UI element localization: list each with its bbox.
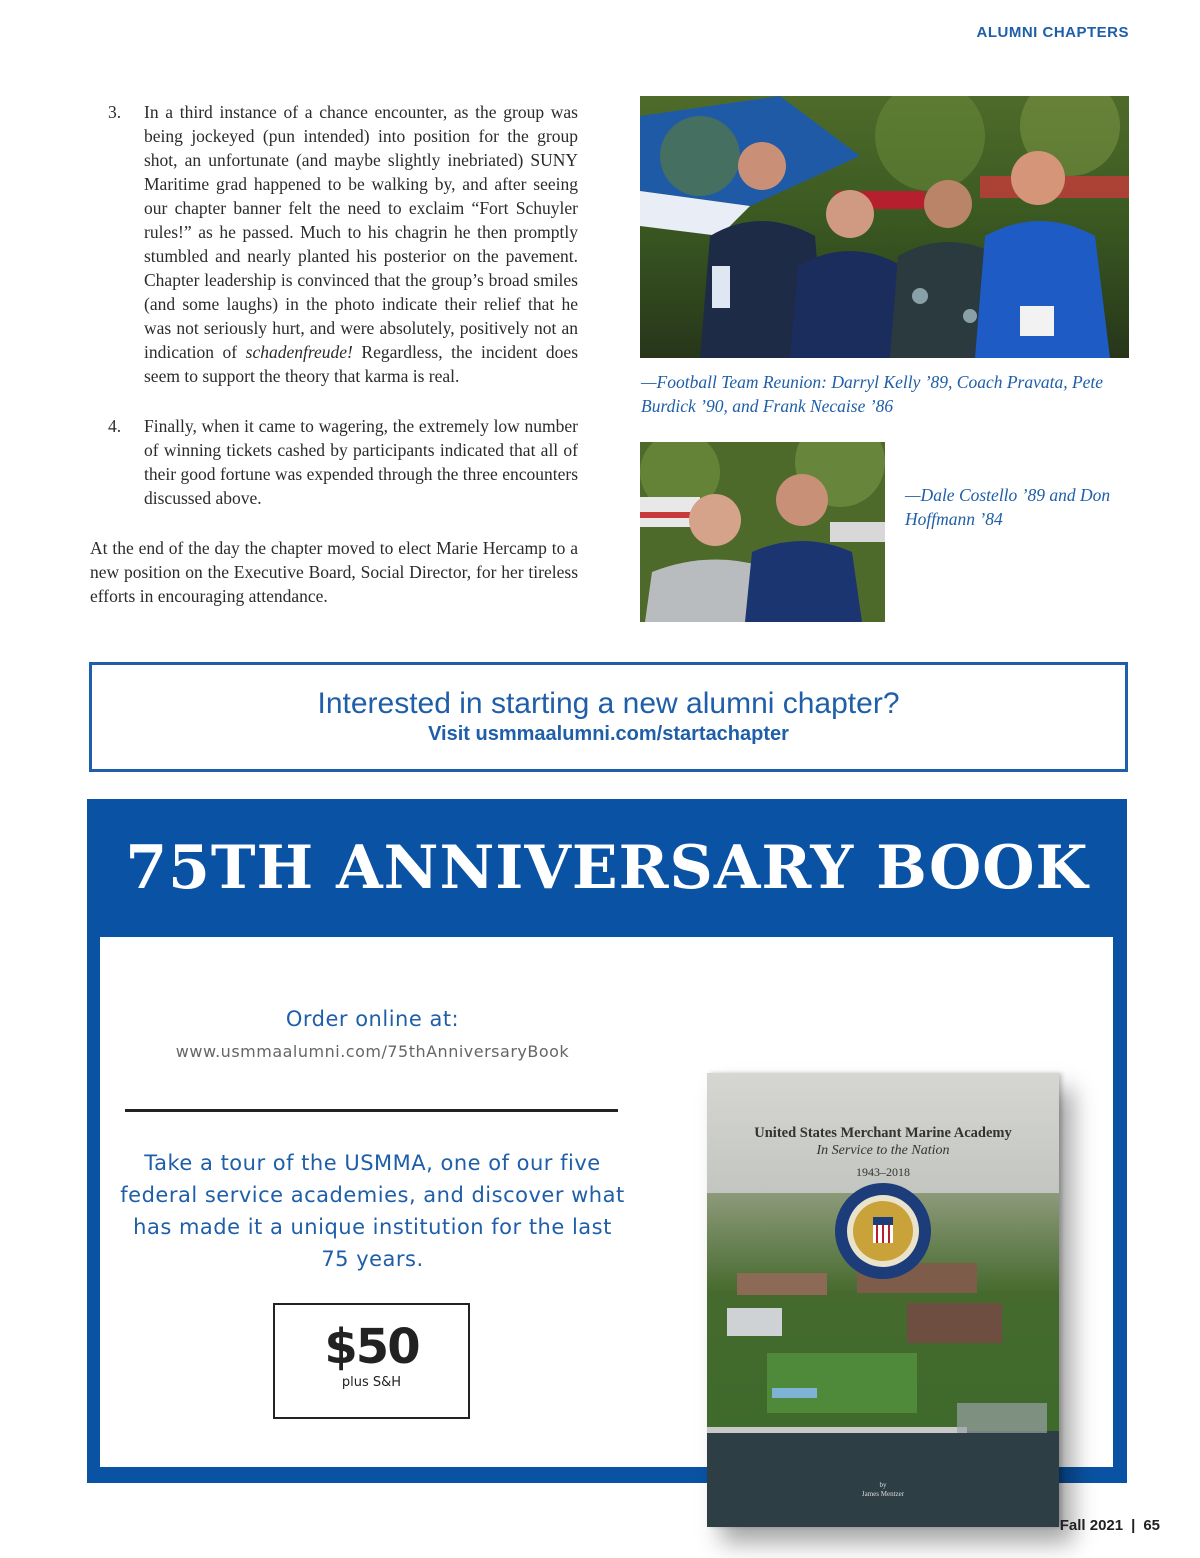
- list-item: [90, 100, 578, 388]
- section-label: ALUMNI CHAPTERS: [976, 24, 1129, 41]
- price-note: plus S&H: [341, 1375, 402, 1390]
- start-chapter-link[interactable]: Visit usmmaalumni.com/startachapter: [428, 723, 789, 745]
- tour-text: Take a tour of the USMMA, one of our five federal service academies, and discover what has made it a unique institution for the last 75 years.: [120, 1151, 625, 1271]
- anniversary-book-ad: [87, 799, 1127, 1498]
- book-byline: [707, 1481, 1059, 1499]
- book-subtitle: In Service to the Nation: [816, 1143, 950, 1158]
- book-cover: [707, 1073, 1059, 1527]
- ad-panel: [100, 937, 1113, 1498]
- price-box: [273, 1303, 470, 1419]
- divider: [125, 1109, 618, 1112]
- closing-paragraph: At the end of the day the chapter moved to elect Marie Hercamp to a new position on the Executive Board, Social Director, for her tireless efforts in encouraging attendance.: [90, 538, 578, 606]
- photo-caption: —Football Team Reunion: Darryl Kelly ’89, Coach Pravata, Pete Burdick ’90, and Frank Necaise ’86: [641, 372, 1104, 416]
- ad-title: 75TH ANNIVERSARY BOOK: [125, 833, 1089, 903]
- book-years: 1943–2018: [856, 1165, 910, 1179]
- footer-separator: |: [1131, 1517, 1136, 1534]
- numbered-list: [90, 100, 578, 510]
- page-number: 65: [1143, 1517, 1160, 1534]
- issue-label: Fall 2021: [1059, 1517, 1124, 1534]
- book-by: by: [879, 1481, 887, 1489]
- callout-question: Interested in starting a new alumni chapter?: [317, 687, 900, 720]
- page-footer: [1060, 1517, 1160, 1534]
- list-text-after: Regardless, the incident does seem to support the theory that karma is real.: [144, 342, 578, 386]
- duo-photo: [640, 442, 885, 622]
- order-label: Order online at:: [285, 1007, 460, 1031]
- list-text: Finally, when it came to wagering, the extremely low number of winning tickets cashed by participants indicated that all of their good fortune was expended through the three encounters discussed above.: [144, 416, 578, 508]
- group-photo: [640, 96, 1129, 358]
- list-text-italic: schadenfreude!: [245, 342, 353, 362]
- book-title: United States Merchant Marine Academy: [754, 1125, 1012, 1141]
- list-number: 3.: [108, 102, 122, 122]
- new-chapter-callout: [89, 662, 1128, 772]
- list-item: [90, 414, 578, 510]
- duo-photo-illustration: [640, 442, 885, 622]
- price: $50: [324, 1319, 419, 1375]
- book-author: James Mentzer: [861, 1490, 905, 1498]
- order-url-link[interactable]: www.usmmaalumni.com/75thAnniversaryBook: [175, 1042, 570, 1061]
- photo-caption: —Dale Costello ’89 and Don Hoffmann ’84: [905, 485, 1111, 529]
- article-text: [90, 100, 578, 608]
- academy-seal-icon: [833, 1181, 933, 1281]
- list-number: 4.: [108, 416, 122, 436]
- list-text: In a third instance of a chance encounter, as the group was being jockeyed (pun intended) into position for the group shot, an unfortunate (and maybe slightly inebriated) SUNY Maritime grad happened to be walking by, and after seeing our chapter banner felt the need to exclaim “Fort Schuyler rules!” as he passed. Much to his chagrin he then promptly stumbled and nearly planted his posterior on the pavement. Chapter leadership is convinced that the group’s broad smiles (and some laughs) in the photo indicate their relief that he was not seriously hurt, and were absolutely, positively not an indication of: [144, 102, 578, 362]
- group-photo-illustration: [640, 96, 1129, 358]
